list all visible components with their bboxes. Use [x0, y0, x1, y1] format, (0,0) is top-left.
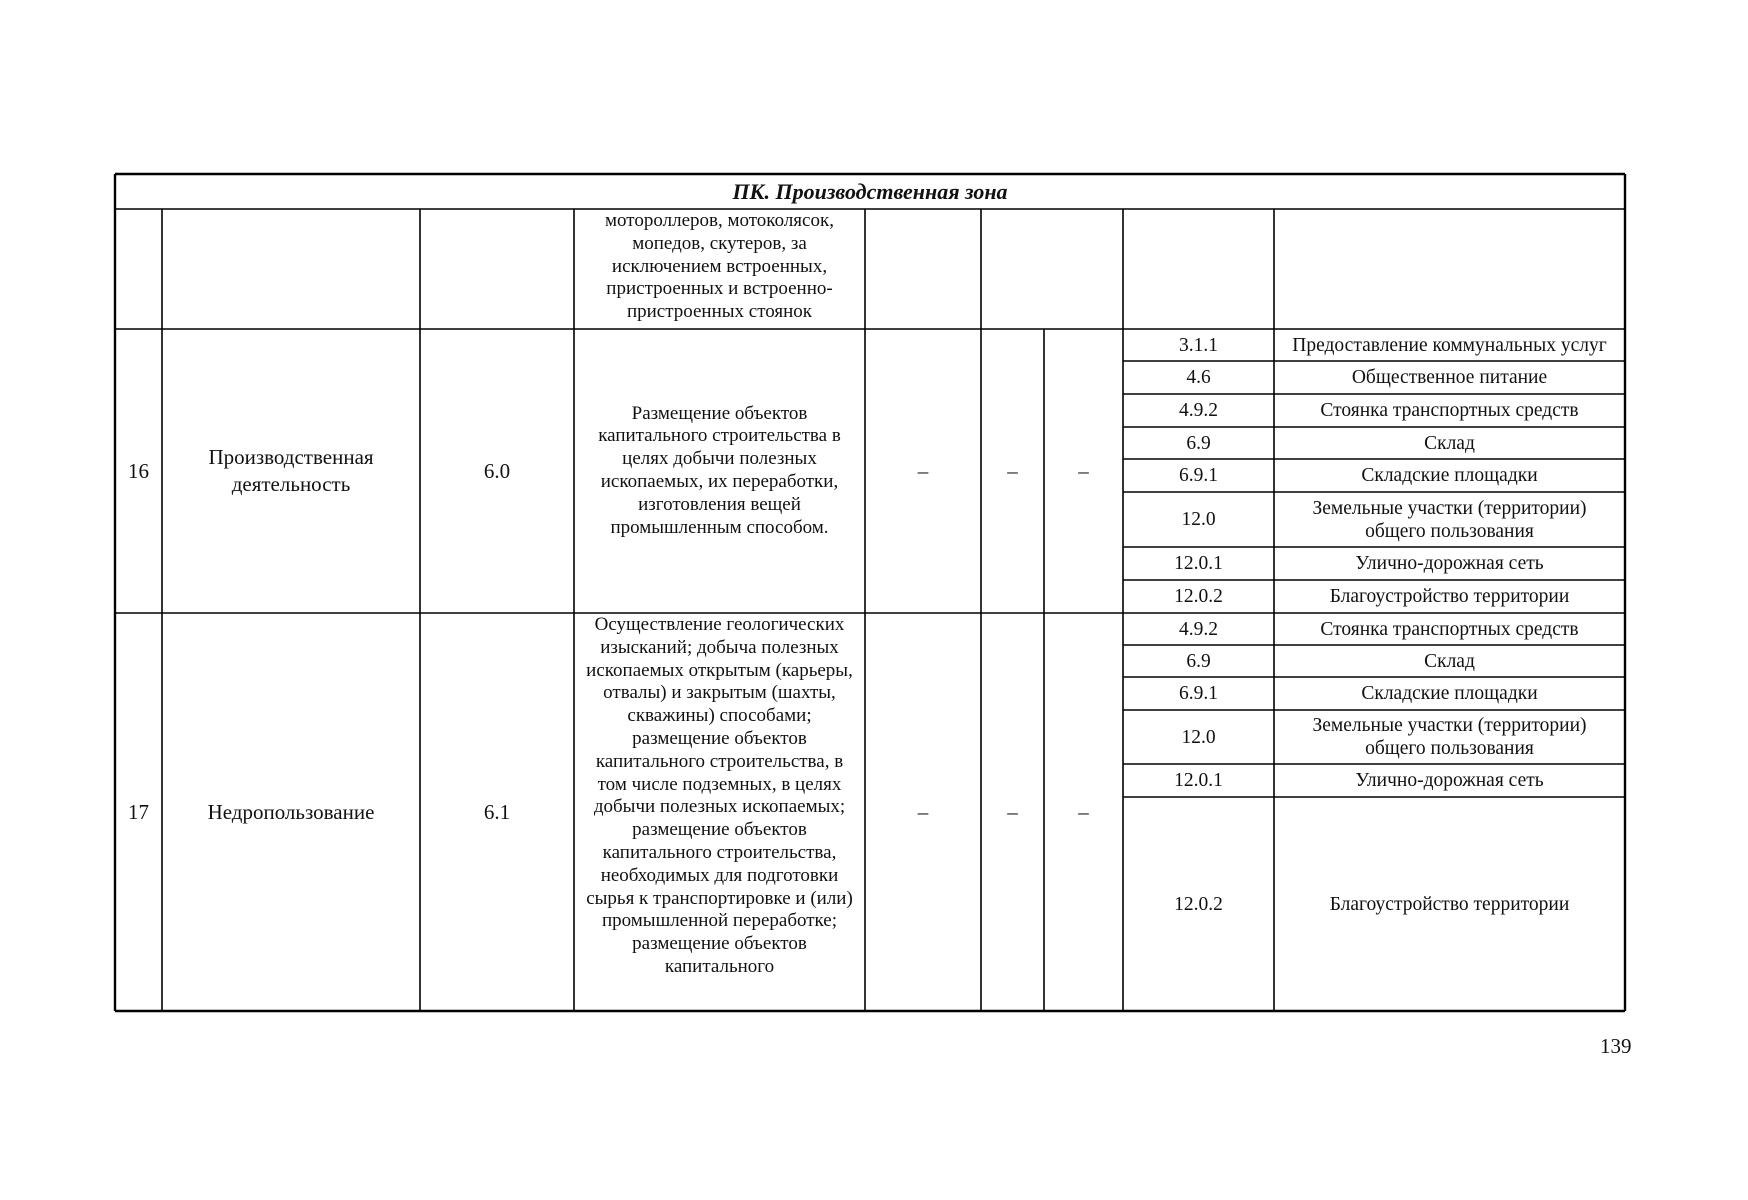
aux-name: Склад	[1424, 650, 1475, 672]
continuation-description: мотороллеров, мотоколясок, мопедов, скутеров, за исключением встроенных, пристроенных и встроенно-пристроенных стоянок	[605, 210, 834, 323]
aux-name: Стоянка транспортных средств	[1320, 618, 1579, 640]
aux-name: Улично-дорожная сеть	[1355, 553, 1544, 574]
row-16-dash-3: –	[1078, 458, 1089, 483]
aux-name: Улично-дорожная сеть	[1355, 770, 1544, 791]
row-17-code: 6.1	[483, 799, 511, 824]
aux-code: 6.9	[1186, 432, 1211, 454]
row-16-number: 16	[128, 458, 149, 483]
aux-code: 12.0.1	[1174, 770, 1223, 791]
aux-name: Общественное питание	[1351, 367, 1548, 388]
aux-code: 12.0.1	[1174, 553, 1223, 574]
aux-name: Складские площадки	[1361, 465, 1538, 486]
table-title: ПК. Производственная зона	[732, 179, 1008, 204]
row-16-dash-1: –	[917, 458, 929, 483]
row-16-code: 6.0	[483, 458, 511, 483]
row-16-description: Размещение объектов капитального строительства в целях добычи полезных ископаемых, их переработки, изготовления вещей промышленным способом.	[598, 402, 841, 538]
aux-code: 6.9	[1186, 650, 1211, 672]
row-17-name: Недропользование	[207, 799, 375, 824]
aux-code: 3.1.1	[1179, 334, 1218, 356]
row-16-dash-2: –	[1007, 458, 1018, 483]
aux-name: Предоставление коммунальных услуг	[1292, 334, 1607, 356]
row-17-dash-3: –	[1078, 799, 1089, 824]
aux-code: 12.0	[1181, 726, 1216, 748]
aux-name: Благоустройство территории	[1329, 586, 1570, 607]
aux-code: 6.9.1	[1179, 465, 1218, 486]
aux-code: 4.6	[1186, 367, 1211, 388]
aux-code: 6.9.1	[1179, 683, 1218, 704]
aux-name: Земельные участки (территории) общего пользования	[1312, 715, 1587, 759]
aux-name: Земельные участки (территории) общего пользования	[1312, 497, 1587, 542]
aux-name: Складские площадки	[1361, 683, 1538, 704]
aux-code: 12.0.2	[1174, 893, 1223, 915]
row-16-name: Производственная деятельность	[208, 445, 374, 496]
aux-code: 12.0	[1181, 509, 1216, 530]
aux-code: 4.9.2	[1179, 400, 1218, 421]
aux-name: Стоянка транспортных средств	[1320, 400, 1579, 421]
row-17-dash-1: –	[917, 799, 929, 824]
row-17-dash-2: –	[1007, 799, 1018, 824]
page-number: 139	[1600, 1034, 1632, 1058]
row-17-number: 17	[128, 799, 149, 824]
aux-name: Благоустройство территории	[1329, 893, 1570, 915]
aux-code: 12.0.2	[1174, 586, 1223, 607]
aux-code: 4.9.2	[1179, 618, 1218, 640]
aux-name: Склад	[1424, 432, 1475, 454]
row-17-description: Осуществление геологических изысканий; добыча полезных ископаемых открытым (карьеры, отвалы) и закрытым (шахты, скважины) способами; размещение объектов капитального строительства, в том числе подземных, в целях добычи полезных ископаемых; размещение объектов капитального строительства, необходимых для подготовки сырья к транспортировке и (или) промышленной переработке; размещение объектов капитального	[586, 614, 853, 977]
